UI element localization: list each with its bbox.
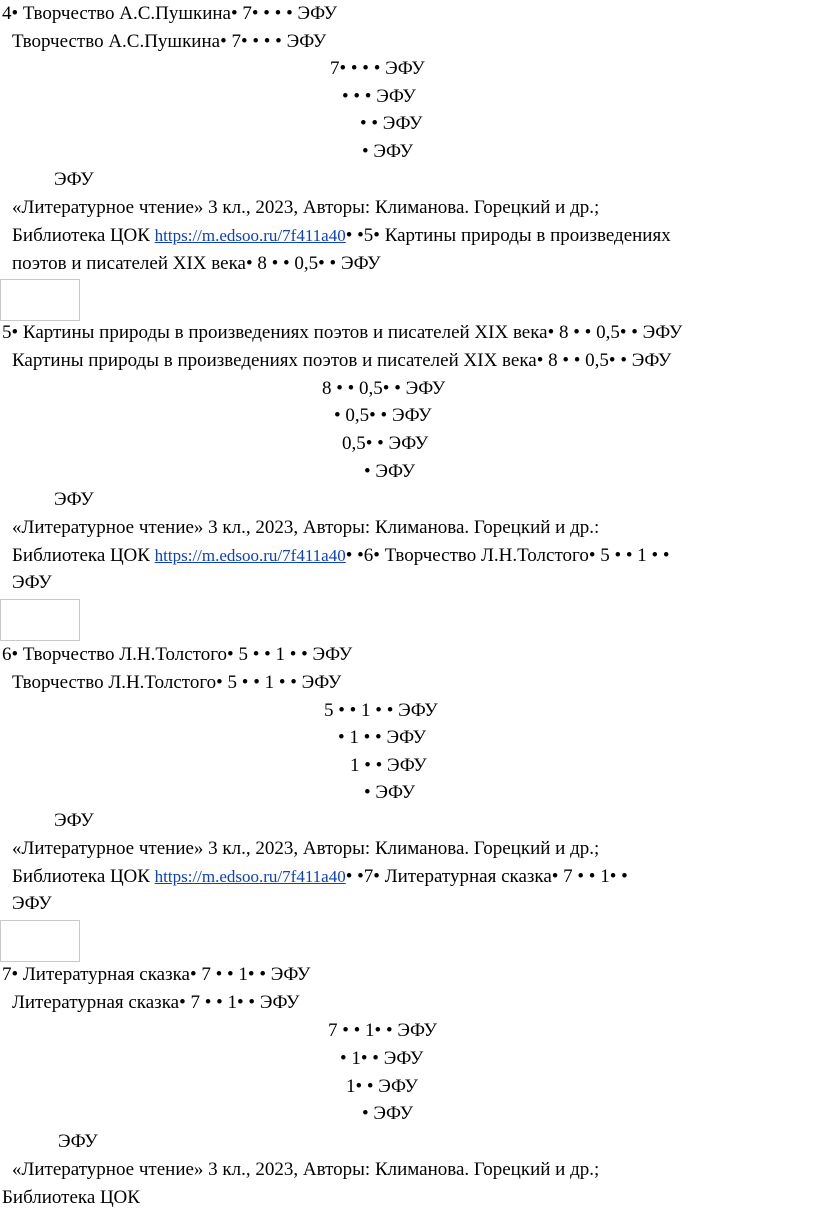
stair-line: 1• • ЭФУ — [346, 1076, 418, 1097]
library-line — [12, 545, 670, 567]
stair-line: 7• • • • ЭФУ — [330, 58, 425, 79]
source-citation: «Литературное чтение» 3 кл., 2023, Авторы: Климанова. Горецкий и др.: — [12, 517, 600, 538]
next-topic-start: • •6• Творчество Л.Н.Толстого• 5 • • 1 • • — [345, 545, 670, 566]
library-label: Библиотека ЦОК — [12, 225, 155, 246]
next-topic-wrap: ЭФУ — [12, 572, 52, 593]
stair-line: • ЭФУ — [362, 1103, 414, 1124]
stair-line: • • • ЭФУ — [342, 86, 416, 107]
row-subtitle-6: Творчество Л.Н.Толстого• 5 • • 1 • • ЭФУ — [12, 672, 342, 693]
row-subtitle-5: Картины природы в произведениях поэтов и писателей XIX века• 8 • • 0,5• • ЭФУ — [12, 350, 672, 371]
efu-label: ЭФУ — [54, 810, 94, 831]
source-citation: «Литературное чтение» 3 кл., 2023, Авторы: Климанова. Горецкий и др.; — [12, 197, 600, 218]
source-citation: «Литературное чтение» 3 кл., 2023, Авторы: Климанова. Горецкий и др.; — [12, 838, 600, 859]
row-title-5: 5• Картины природы в произведениях поэтов и писателей XIX века• 8 • • 0,5• • ЭФУ — [2, 322, 683, 343]
next-topic-wrap: поэтов и писателей XIX века• 8 • • 0,5• • ЭФУ — [12, 253, 381, 274]
stair-line: 1 • • ЭФУ — [350, 755, 427, 776]
library-label: Библиотека ЦОК — [12, 545, 155, 566]
next-topic-start: • •5• Картины природы в произведениях — [345, 225, 671, 246]
next-topic-start: • •7• Литературная сказка• 7 • • 1• • — [345, 866, 628, 887]
efu-label: ЭФУ — [58, 1131, 98, 1152]
next-topic-wrap: ЭФУ — [12, 893, 52, 914]
stair-line: • • ЭФУ — [360, 113, 423, 134]
stair-line: • ЭФУ — [362, 141, 414, 162]
stair-line: • ЭФУ — [364, 782, 416, 803]
stair-line: 5 • • 1 • • ЭФУ — [324, 700, 438, 721]
stair-line: 8 • • 0,5• • ЭФУ — [322, 378, 446, 399]
resource-link[interactable]: https://m.edsoo.ru/7f411a40 — [154, 226, 346, 245]
library-line — [12, 225, 671, 247]
stair-line: • ЭФУ — [364, 461, 416, 482]
stair-line: 7 • • 1• • ЭФУ — [328, 1020, 438, 1041]
stair-line: • 1• • ЭФУ — [340, 1048, 424, 1069]
empty-cell-box — [0, 920, 80, 962]
resource-link[interactable]: https://m.edsoo.ru/7f411a40 — [154, 867, 346, 886]
empty-cell-box — [0, 599, 80, 641]
row-subtitle-7: Литературная сказка• 7 • • 1• • ЭФУ — [12, 992, 300, 1013]
resource-link[interactable]: https://m.edsoo.ru/7f411a40 — [154, 546, 346, 565]
library-label: Библиотека ЦОК — [2, 1187, 140, 1208]
row-title-6: 6• Творчество Л.Н.Толстого• 5 • • 1 • • ЭФУ — [2, 644, 353, 665]
stair-line: • 1 • • ЭФУ — [338, 727, 427, 748]
library-label: Библиотека ЦОК — [12, 866, 155, 887]
efu-label: ЭФУ — [54, 169, 94, 190]
source-citation: «Литературное чтение» 3 кл., 2023, Авторы: Климанова. Горецкий и др.; — [12, 1159, 600, 1180]
stair-line: • 0,5• • ЭФУ — [334, 405, 432, 426]
empty-cell-box — [0, 279, 80, 321]
efu-label: ЭФУ — [54, 489, 94, 510]
library-line — [12, 866, 628, 888]
stair-line: 0,5• • ЭФУ — [342, 433, 429, 454]
row-subtitle-4: Творчество А.С.Пушкина• 7• • • • ЭФУ — [12, 31, 327, 52]
row-title-4: 4• Творчество А.С.Пушкина• 7• • • • ЭФУ — [2, 3, 338, 24]
row-title-7: 7• Литературная сказка• 7 • • 1• • ЭФУ — [2, 964, 311, 985]
